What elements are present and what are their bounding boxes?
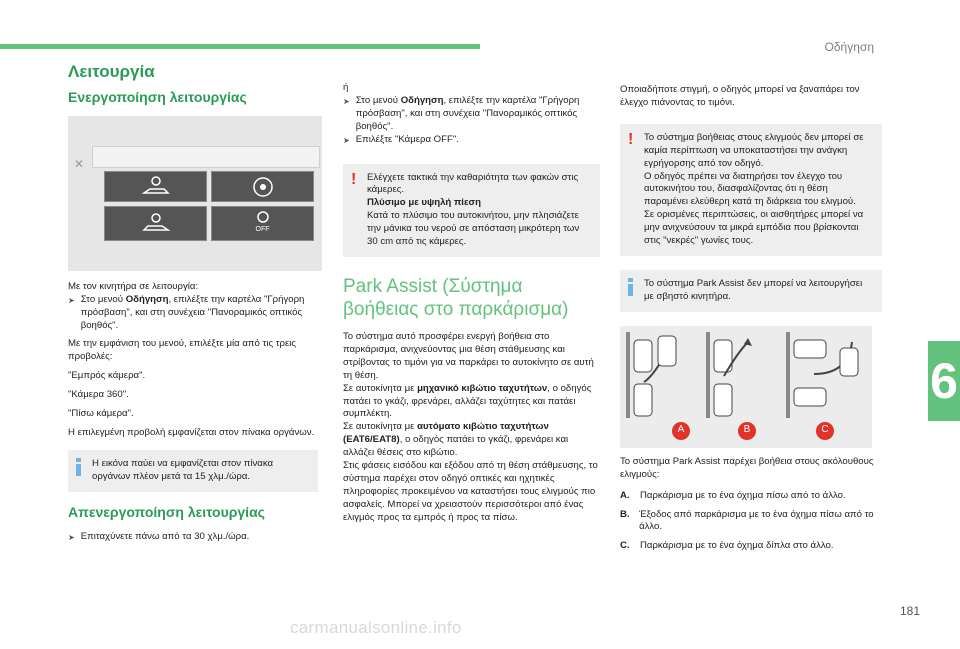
step-camera-off [343, 134, 600, 148]
deact-step-text: Επιταχύνετε πάνω από τα 30 χλμ./ώρα. [80, 530, 250, 542]
step-or [343, 95, 600, 134]
camera-360-icon [245, 175, 281, 199]
warning-icon: ! [351, 170, 357, 188]
view-displayed-text: Η επιλεγμένη προβολή εμφανίζεται στον πίνακα οργάνων. [68, 426, 315, 438]
deactivation-heading: Απενεργοποίηση λειτουργίας [68, 503, 265, 520]
screen-top-bar [92, 146, 320, 168]
header-accent-bar [0, 44, 480, 49]
arrow-icon: ➤ [68, 532, 75, 542]
pa-p2-bold: μηχανικό κιβώτιο ταχυτήτων [417, 382, 548, 394]
label-b-text: B [743, 424, 751, 436]
page-title: Λειτουργία [68, 62, 155, 81]
activation-heading: Ενεργοποίηση λειτουργίας [68, 88, 247, 105]
pa-p2-prefix: Σε αυτοκίνητα με [343, 382, 418, 394]
warning-text-2: Κατά το πλύσιμο του αυτοκινήτου, μην πλησιάζετε την μάνικα του νερού σε απόσταση μικρότερη των 30 cm από τις κάμερες. [367, 210, 580, 248]
label-c-text: C [821, 424, 829, 436]
arrow-icon: ➤ [68, 295, 75, 305]
pa-paragraph-3 [343, 421, 600, 460]
step-1-suffix: , επιλέξτε την καρτέλα "Γρήγορη πρόσβαση", και στη συνέχεια "Πανοραμικός οπτικός βοηθός". [80, 293, 305, 331]
pa-paragraph-2 [343, 383, 600, 422]
manoeuvre-text: Έξοδος από παρκάρισμα με το ένα όχημα πίσω από το άλλο. [639, 508, 874, 533]
warning-2-c: Σε ορισμένες περιπτώσεις, οι αισθητήρες μπορεί να μην ανιχνεύσουν τα μικρά εμπόδια που βρίσκονται στις "νεκρές" γωνίες τους. [644, 209, 864, 247]
arrow-icon: ➤ [343, 96, 350, 106]
step-1-menu: Οδήγηση [125, 293, 169, 305]
menu-appears-text: Με την εμφάνιση του μενού, επιλέξτε μία από τις τρεις προβολές: [68, 338, 297, 363]
warning-2-a: Το σύστημα βοήθειας στους ελιγμούς δεν μπορεί σε καμία περίπτωση να υποκαταστήσει την ανάγκη εγρήγορσης από τον οδηγό. [644, 131, 864, 169]
rear-camera-icon [138, 212, 174, 236]
warning-icon: ! [628, 130, 634, 148]
info-note-text: Η εικόνα παύει να εμφανίζεται στον πίνακα οργάνων πλέον μετά τα 15 χλμ./ώρα. [92, 457, 274, 482]
deact-step [68, 531, 318, 545]
step-or-suffix: , επιλέξτε την καρτέλα "Γρήγορη πρόσβαση", και στη συνέχεια "Πανοραμικός οπτικός βοηθός". [355, 94, 580, 132]
manoeuvre-text: Παρκάρισμα με το ένα όχημα δίπλα στο άλλο. [640, 540, 834, 552]
manoeuvre-item [620, 540, 882, 553]
info-icon [628, 278, 633, 296]
camera-off-label: OFF [255, 226, 270, 234]
arrow-icon: ➤ [343, 135, 350, 145]
label-c [816, 422, 834, 440]
warning-2-b: Ο οδηγός πρέπει να διατηρήσει τον έλεγχο του αυτοκινήτου του, διασφαλίζοντας ότι η θέση παραμένει ελεύθερη κατά τη διάρκεια του ελιγμού. [644, 170, 856, 208]
driver-control-text: Οποιαδήποτε στιγμή, ο οδηγός μπορεί να ξαναπάρει τον έλεγχο πιάνοντας το τιμόνι. [620, 84, 860, 108]
close-icon: ✕ [74, 156, 85, 171]
info-note-2-text: Το σύστημα Park Assist δεν μπορεί να λειτουργήσει με σβηστό κινητήρα. [644, 277, 863, 302]
label-a [672, 422, 690, 440]
label-b [738, 422, 756, 440]
engine-running-text: Με τον κινητήρα σε λειτουργία: [68, 280, 199, 292]
touchscreen-illustration [68, 116, 322, 271]
camera-off-icon [253, 210, 273, 224]
pa-paragraph-1: Το σύστημα αυτό προσφέρει ενεργή βοήθεια στο παρκάρισμα, ανιχνεύοντας μια θέση στάθμευσης και στρίβοντας το τιμόνι για να παρκάρει το αυτοκίνητο σε αυτή τη θέση. [343, 330, 594, 381]
park-assist-heading: Park Assist (Σύστημα βοήθειας στο παρκάρισμα) [343, 275, 569, 320]
manoeuvre-key: B. [620, 508, 630, 520]
pa-paragraph-4: Στις φάσεις εισόδου και εξόδου από τη θέση στάθμευσης, το σύστημα παρέχει στον οδηγό οπτικές και ηχητικές πληροφορίες προκειμένου να καταστήσει τους ελιγμούς πιο ασφαλείς. Μπορεί να χρειαστούν περισσότεροι από ένας ελιγμός προς τα εμπρός ή προς τα πίσω. [343, 460, 598, 523]
warning-title: Πλύσιμο με υψηλή πίεση [367, 197, 481, 209]
pa-p3-suffix: , ο οδηγός πατάει το γκάζι, φρενάρει και αλλάζει θέσεις στο κιβώτιο. [343, 434, 569, 459]
pa-p2-suffix: , ο οδηγός πατάει το γκάζι, φρενάρει, αλλάζει ταχύτητες και πατάει συμπλέκτη. [343, 382, 592, 420]
manoeuvre-item [620, 509, 882, 535]
rear-camera-tile [104, 206, 207, 240]
step-or-text [356, 95, 600, 134]
watermark: carmanualsonline.info [290, 618, 462, 637]
column-2 [343, 82, 600, 531]
view-rear: "Πίσω κάμερα". [68, 408, 134, 420]
page-number: 181 [900, 604, 921, 618]
column-3 [620, 84, 882, 559]
warning-text-1: Ελέγχετε τακτικά την καθαριότητα των φακών στις κάμερες. [367, 171, 579, 196]
warning-note-2 [620, 124, 882, 256]
step-1-text [81, 294, 318, 333]
warning-note [343, 164, 600, 257]
camera-view-grid [104, 171, 314, 241]
info-icon [76, 458, 81, 476]
view-360: "Κάμερα 360". [68, 389, 129, 401]
or-text: ή [343, 82, 349, 93]
step-camera-off-text: Επιλέξτε "Κάμερα OFF". [355, 133, 459, 145]
chapter-tab: 6 [928, 341, 960, 421]
label-a-text: A [677, 424, 685, 436]
step-or-menu: Οδήγηση [400, 94, 444, 106]
info-note [68, 450, 318, 492]
camera-off-tile [211, 206, 314, 240]
view-front: "Εμπρός κάμερα". [68, 370, 146, 382]
step-or-prefix: Στο μενού [355, 94, 401, 106]
manoeuvre-key: A. [620, 489, 630, 501]
park-assist-diagram [620, 326, 872, 448]
column-1 [68, 62, 318, 545]
manoeuvre-item [620, 490, 882, 503]
manoeuvre-key: C. [620, 540, 630, 552]
step-1 [68, 294, 318, 339]
manoeuvres-intro: Το σύστημα Park Assist παρέχει βοήθεια στους ακόλουθους ελιγμούς: [620, 455, 874, 480]
front-camera-icon [138, 175, 174, 199]
section-header: Οδήγηση [824, 40, 874, 54]
front-camera-tile [104, 171, 207, 203]
step-1-prefix: Στο μενού [80, 293, 126, 305]
manoeuvre-text: Παρκάρισμα με το ένα όχημα πίσω από το άλλο. [640, 489, 846, 501]
info-note-2 [620, 270, 882, 312]
pa-p3-prefix: Σε αυτοκίνητα με [343, 421, 418, 433]
pa-p3-bold: αυτόματο κιβώτιο ταχυτήτων (EAT6/EAT8) [343, 421, 549, 446]
camera-360-tile [211, 171, 314, 203]
